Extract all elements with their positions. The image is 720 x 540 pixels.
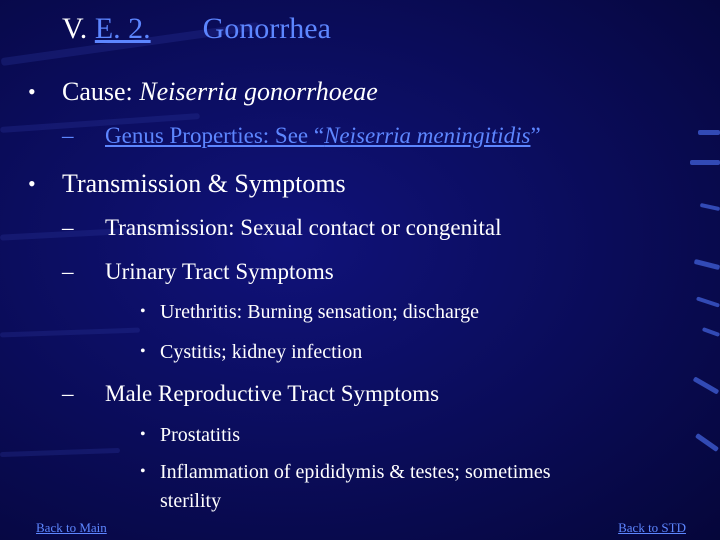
bullet-icon: • xyxy=(140,426,146,443)
male-item-continued: sterility xyxy=(160,490,222,512)
dash-icon: – xyxy=(62,123,74,148)
title-number: V. xyxy=(62,12,95,45)
genus-suffix: ” xyxy=(530,123,541,148)
bullet-icon: • xyxy=(28,171,36,196)
urinary-item: Urethritis: Burning sensation; discharge xyxy=(160,301,480,323)
bullet-icon: • xyxy=(140,343,146,360)
cause-line xyxy=(62,76,378,108)
genus-properties-link[interactable] xyxy=(105,122,541,150)
background-streak xyxy=(696,296,720,307)
genus-prefix: Genus Properties: See “ xyxy=(105,123,325,148)
title-section-link[interactable]: E. 2. xyxy=(94,12,151,45)
male-item: Prostatitis xyxy=(160,424,241,446)
background-streak xyxy=(0,328,140,338)
transmission-item: Transmission: Sexual contact or congenital xyxy=(105,215,502,240)
background-streak xyxy=(702,327,720,337)
back-to-main-link[interactable]: Back to Main xyxy=(36,520,107,535)
urinary-heading: Urinary Tract Symptoms xyxy=(105,259,334,284)
transmission-heading: Transmission & Symptoms xyxy=(62,169,346,198)
dash-icon: – xyxy=(62,215,74,240)
male-heading: Male Reproductive Tract Symptoms xyxy=(105,381,440,406)
background-streak xyxy=(690,160,720,165)
background-streak xyxy=(694,259,720,270)
bullet-icon: • xyxy=(28,79,36,104)
background-streak xyxy=(700,203,720,211)
background-streak xyxy=(695,433,719,452)
slide-title xyxy=(62,10,331,48)
cause-value: Neiserria gonorrhoeae xyxy=(139,77,378,106)
genus-link-name: Neiserria meningitidis xyxy=(324,123,531,148)
urinary-item: Cystitis; kidney infection xyxy=(160,341,363,363)
back-to-std-link[interactable]: Back to STD xyxy=(618,520,686,535)
cause-label: Cause: xyxy=(62,77,140,106)
male-item: Inflammation of epididymis & testes; sometimes xyxy=(160,461,551,483)
background-streak xyxy=(0,448,120,457)
background-streak xyxy=(693,376,720,394)
title-topic: Gonorrhea xyxy=(202,12,331,45)
bullet-icon: • xyxy=(140,303,146,320)
bullet-icon: • xyxy=(140,463,146,480)
dash-icon: – xyxy=(62,381,74,406)
dash-icon: – xyxy=(62,259,74,284)
background-streak xyxy=(698,130,720,135)
